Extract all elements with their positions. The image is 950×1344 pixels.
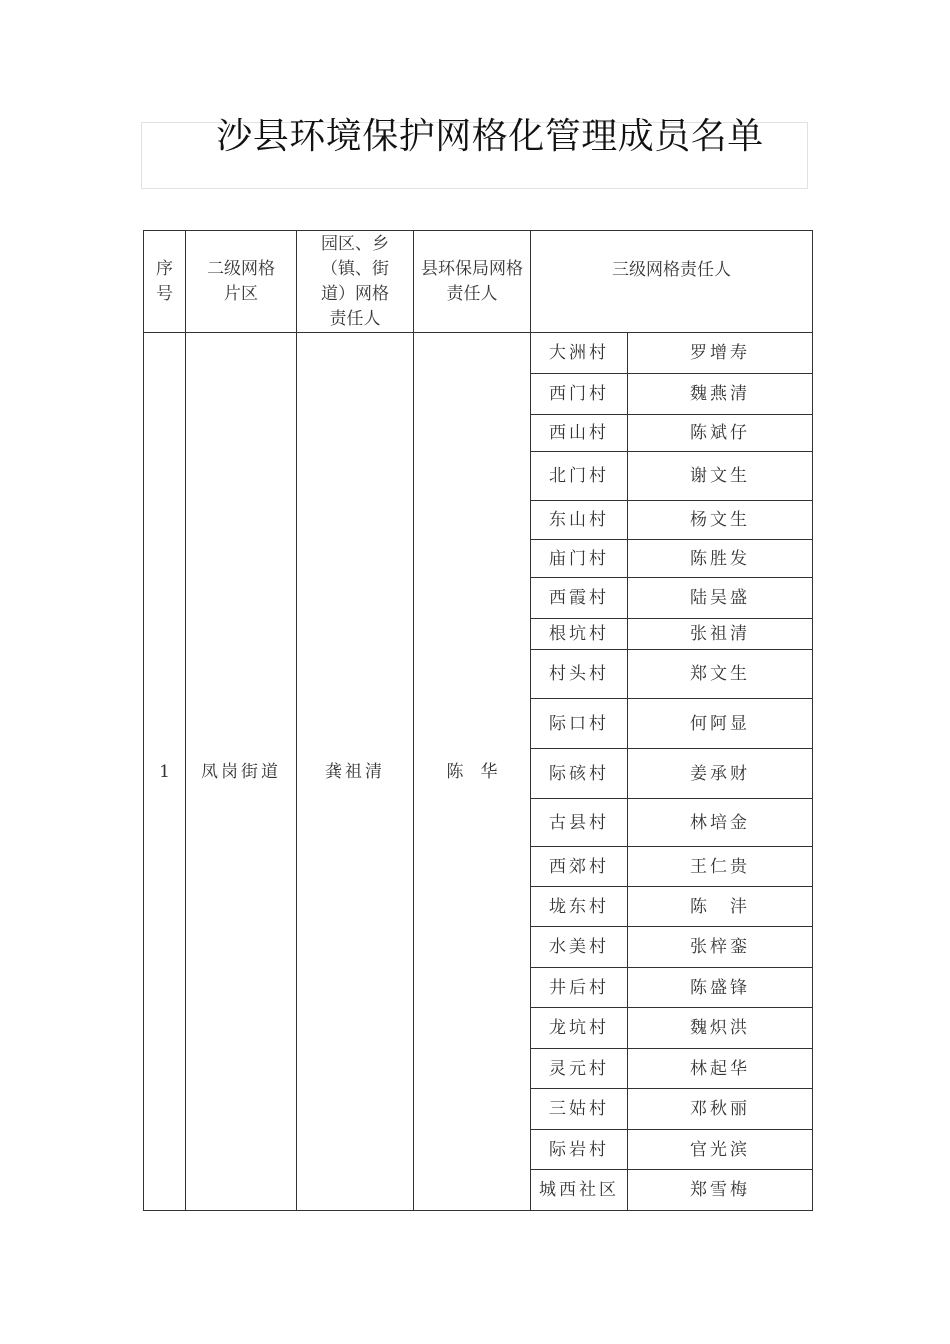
person-cell: 陈斌仔 (628, 415, 813, 452)
person-cell: 陈胜发 (628, 540, 813, 578)
person-cell: 林起华 (628, 1049, 813, 1089)
person-cell: 林培金 (628, 799, 813, 847)
header-grid-area-text: 二级网格片区 (207, 258, 275, 304)
person-cell: 官光滨 (628, 1130, 813, 1170)
header-town-owner-text: 园区、乡（镇、街道）网格责任人 (321, 233, 389, 329)
person-cell: 魏炽洪 (628, 1008, 813, 1049)
page-title: 沙县环境保护网格化管理成员名单 (216, 116, 764, 157)
person-cell: 郑雪梅 (628, 1170, 813, 1211)
group-town-owner: 龚祖清 (297, 333, 414, 1211)
village-cell: 西山村 (531, 415, 628, 452)
header-row (144, 231, 813, 333)
person-cell: 何阿显 (628, 699, 813, 749)
group-index: 1 (144, 333, 186, 1211)
person-cell: 陆吴盛 (628, 578, 813, 619)
village-cell: 际岩村 (531, 1130, 628, 1170)
header-grid-area (186, 231, 297, 333)
header-level3-owner-text: 三级网格责任人 (612, 259, 731, 280)
group-bureau-owner: 陈 华 (414, 333, 531, 1211)
village-cell: 水美村 (531, 927, 628, 968)
header-level3-owner (531, 231, 813, 333)
village-cell: 大洲村 (531, 333, 628, 374)
person-cell: 杨文生 (628, 501, 813, 540)
person-cell: 王仁贵 (628, 847, 813, 887)
person-cell: 魏燕清 (628, 374, 813, 415)
village-cell: 村头村 (531, 650, 628, 699)
village-cell: 根坑村 (531, 619, 628, 650)
village-cell: 东山村 (531, 501, 628, 540)
person-cell: 张祖清 (628, 619, 813, 650)
person-cell: 张梓銮 (628, 927, 813, 968)
village-cell: 灵元村 (531, 1049, 628, 1089)
group-grid-area: 凤岗街道 (186, 333, 297, 1211)
village-cell: 际硋村 (531, 749, 628, 799)
person-cell: 谢文生 (628, 452, 813, 501)
header-town-owner (297, 231, 414, 333)
person-cell: 陈盛锋 (628, 968, 813, 1008)
header-index-text: 序号 (156, 258, 173, 304)
village-cell: 西门村 (531, 374, 628, 415)
header-bureau-owner-text: 县环保局网格责任人 (421, 258, 523, 304)
header-index (144, 231, 186, 333)
person-cell: 姜承财 (628, 749, 813, 799)
village-cell: 井后村 (531, 968, 628, 1008)
village-cell: 西霞村 (531, 578, 628, 619)
village-cell: 西郊村 (531, 847, 628, 887)
header-bureau-owner (414, 231, 531, 333)
village-cell: 三姑村 (531, 1089, 628, 1130)
village-cell: 垅东村 (531, 887, 628, 927)
village-cell: 古县村 (531, 799, 628, 847)
person-cell: 郑文生 (628, 650, 813, 699)
village-cell: 北门村 (531, 452, 628, 501)
person-cell: 邓秋丽 (628, 1089, 813, 1130)
person-cell: 陈 沣 (628, 887, 813, 927)
person-cell: 罗增寿 (628, 333, 813, 374)
table-row (144, 333, 813, 374)
member-table (143, 230, 813, 1211)
village-cell: 际口村 (531, 699, 628, 749)
village-cell: 龙坑村 (531, 1008, 628, 1049)
village-cell: 庙门村 (531, 540, 628, 578)
village-cell: 城西社区 (531, 1170, 628, 1211)
